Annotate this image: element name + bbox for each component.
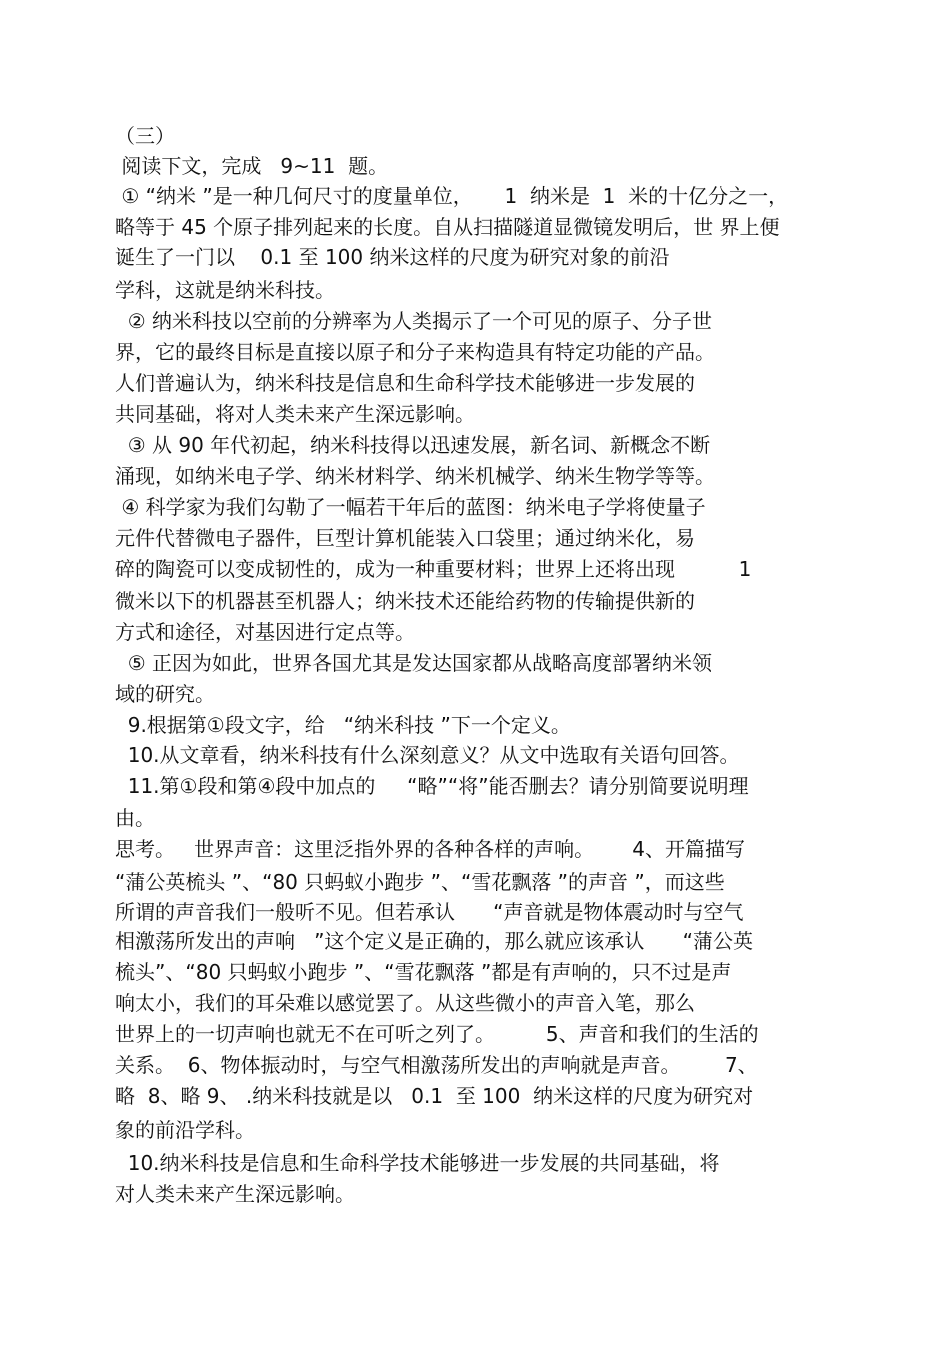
answer-line-1: 思考。 世界声音：这里泛指外界的各种各样的声响。 4、开篇描写 [115, 837, 745, 861]
section-heading: （三） [115, 124, 175, 148]
paragraph-4-line-5: 方式和途径，对基因进行定点等。 [115, 620, 415, 644]
answer-line-7: 世界上的一切声响也就无不在可听之列了。 5、声音和我们的生活的 [115, 1022, 759, 1046]
answer-line-6: 响太小，我们的耳朵难以感觉罢了。从这些微小的声音入笔，那么 [115, 991, 695, 1015]
question-9: 9.根据第①段文字，给 “纳米科技 ”下一个定义。 [115, 713, 571, 737]
paragraph-1-line-3: 诞生了一门以 0.1 至 100 纳米这样的尺度为研究对象的前沿 [115, 245, 670, 269]
paragraph-5-line-1: ⑤ 正因为如此，世界各国尤其是发达国家都从战略高度部署纳米领 [115, 651, 713, 675]
question-11-line-2: 由。 [115, 806, 155, 830]
answer-line-2: “蒲公英梳头 ”、“80 只蚂蚁小跑步 ”、“雪花飘落 ”的声音 ”，而这些 [115, 870, 725, 894]
paragraph-5-line-2: 域的研究。 [115, 682, 215, 706]
paragraph-2-line-1: ② 纳米科技以空前的分辨率为人类揭示了一个可见的原子、分子世 [115, 309, 713, 333]
instruction-line: 阅读下文，完成 9~11 题。 [115, 154, 389, 178]
answer-line-5: 梳头”、“80 只蚂蚁小跑步 ”、“雪花飘落 ”都是有声响的，只不过是声 [115, 960, 732, 984]
paragraph-2-line-4: 共同基础，将对人类未来产生深远影响。 [115, 402, 475, 426]
answer-line-8: 关系。 6、物体振动时，与空气相激荡所发出的声响就是声音。 7、 [115, 1053, 758, 1077]
paragraph-1-line-2: 略等于 45 个原子排列起来的长度。自从扫描隧道显微镜发明后，世 界上便 [115, 215, 780, 239]
answer-line-10: 象的前沿学科。 [115, 1118, 255, 1142]
answer-line-12: 对人类未来产生深远影响。 [115, 1182, 355, 1206]
paragraph-4-line-3: 碎的陶瓷可以变成韧性的，成为一种重要材料；世界上还将出现 1 [115, 557, 752, 581]
answer-line-4: 相激荡所发出的声响 ”这个定义是正确的，那么就应该承认 “蒲公英 [115, 929, 753, 953]
paragraph-4-line-4: 微米以下的机器甚至机器人；纳米技术还能给药物的传输提供新的 [115, 589, 695, 613]
answer-line-9: 略 8、略 9、 .纳米科技就是以 0.1 至 100 纳米这样的尺度为研究对 [115, 1084, 754, 1108]
paragraph-4-line-2: 元件代替微电子器件，巨型计算机能装入口袋里；通过纳米化，易 [115, 526, 695, 550]
question-10: 10.从文章看，纳米科技有什么深刻意义？从文中选取有关语句回答。 [115, 743, 740, 767]
answer-line-11: 10.纳米科技是信息和生命科学技术能够进一步发展的共同基础，将 [115, 1151, 720, 1175]
paragraph-2-line-3: 人们普遍认为，纳米科技是信息和生命科学技术能够进一步发展的 [115, 371, 695, 395]
answer-line-3: 所谓的声音我们一般听不见。但若承认 “声音就是物体震动时与空气 [115, 900, 744, 924]
paragraph-3-line-2: 涌现，如纳米电子学、纳米材料学、纳米机械学、纳米生物学等等。 [115, 464, 715, 488]
paragraph-2-line-2: 界，它的最终目标是直接以原子和分子来构造具有特定功能的产品。 [115, 340, 715, 364]
question-11-line-1: 11.第①段和第④段中加点的 “略”“将”能否删去？请分别简要说明理 [115, 774, 749, 798]
paragraph-4-line-1: ④ 科学家为我们勾勒了一幅若干年后的蓝图：纳米电子学将使量子 [115, 495, 706, 519]
paragraph-1-line-4: 学科，这就是纳米科技。 [115, 278, 335, 302]
paragraph-3-line-1: ③ 从 90 年代初起，纳米科技得以迅速发展，新名词、新概念不断 [115, 433, 711, 457]
paragraph-1-line-1: ① “纳米 ”是一种几何尺寸的度量单位， 1 纳米是 1 米的十亿分之一， [115, 184, 789, 208]
